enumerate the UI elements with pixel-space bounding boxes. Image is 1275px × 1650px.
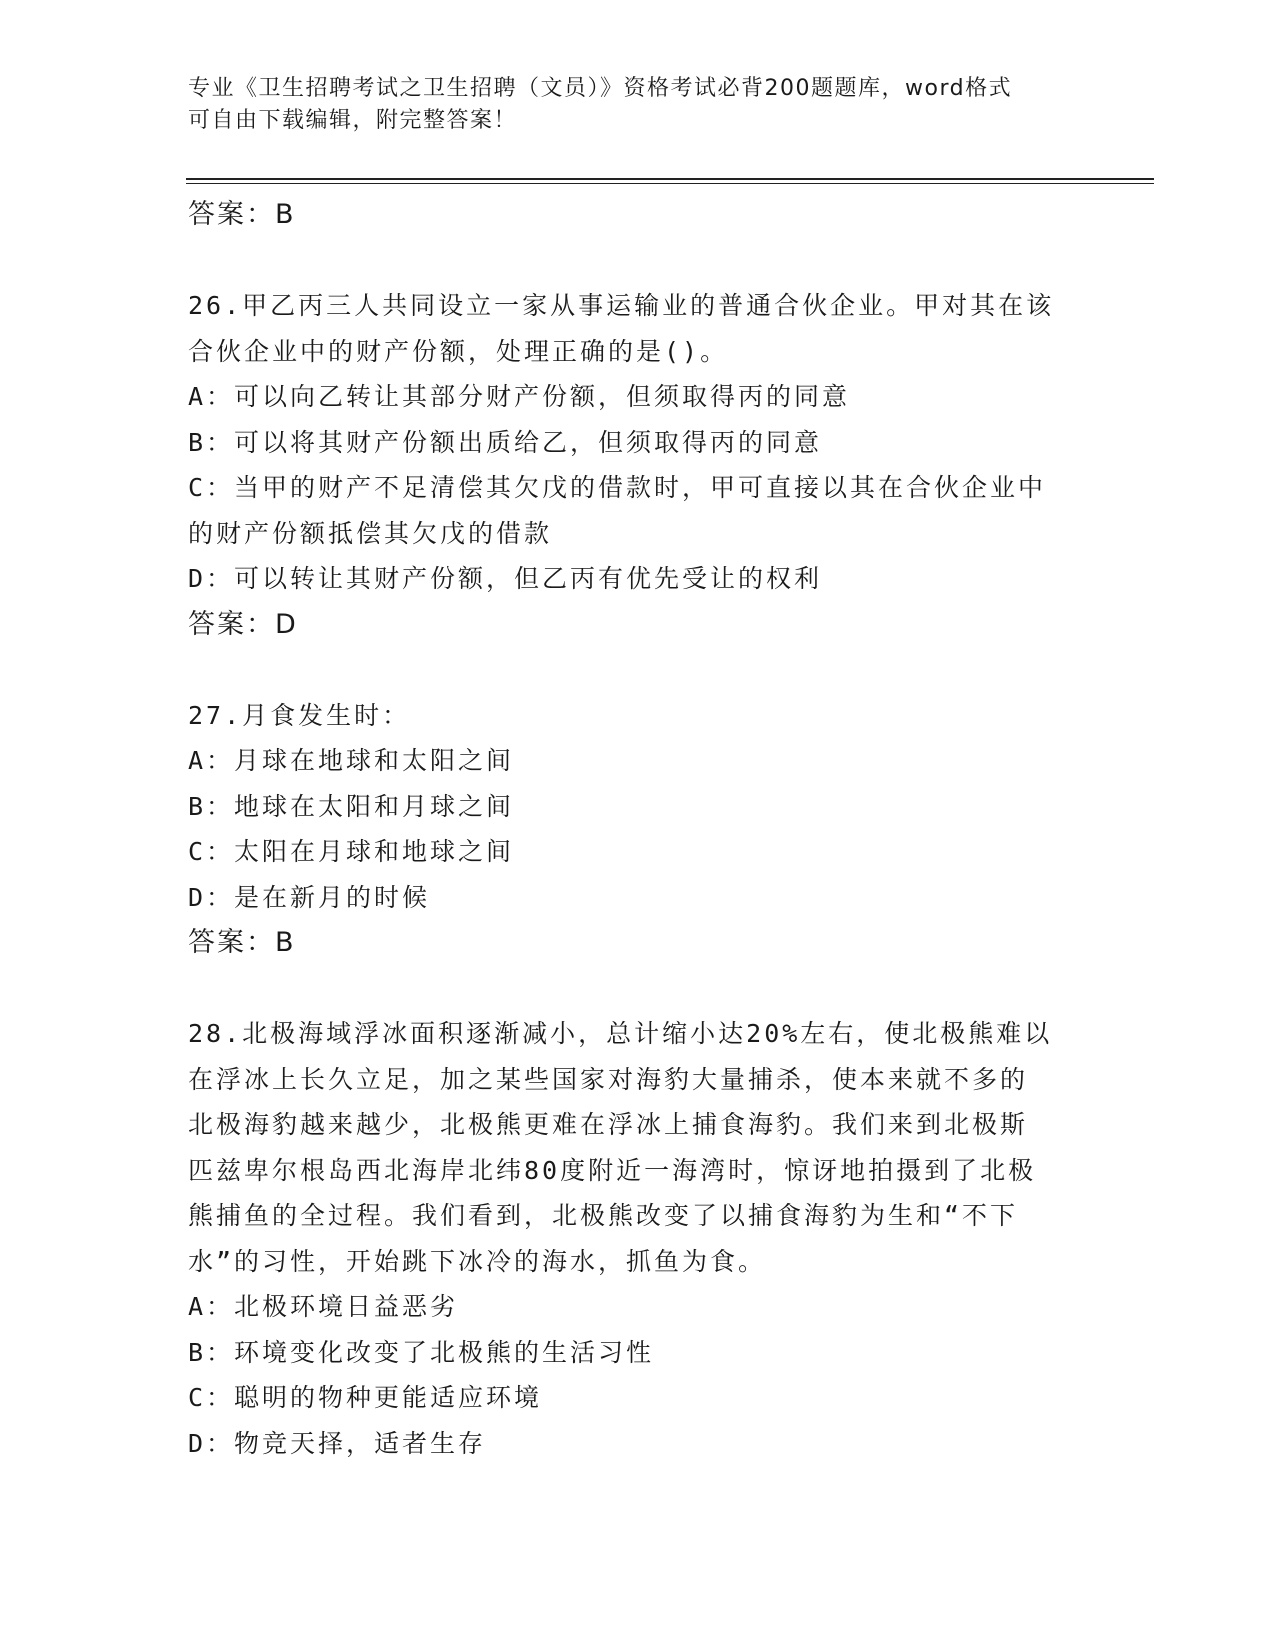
page-header: [188, 73, 1068, 137]
question-27-option-d: D：是在新月的时候: [188, 882, 431, 912]
question-26-option-c-line-1: C：当甲的财产不足清偿其欠戊的借款时，甲可直接以其在合伙企业中: [188, 473, 1047, 502]
question-28: [188, 1011, 1088, 1466]
question-28-stem-line-4: 匹兹卑尔根岛西北海岸北纬80度附近一海湾时，惊讶地拍摄到了北极: [188, 1155, 1037, 1185]
header-title-line-2: 可自由下载编辑，附完整答案！: [188, 108, 518, 133]
question-28-option-d: D：物竞天择，适者生存: [188, 1428, 487, 1458]
question-27-option-b: B：地球在太阳和月球之间: [188, 791, 515, 821]
spacer: [188, 647, 1088, 693]
previous-answer: 答案：B: [188, 199, 296, 230]
question-26-option-b: B：可以将其财产份额出质给乙，但须取得丙的同意: [188, 427, 823, 457]
question-28-stem-line-6: 水”的习性，开始跳下冰冷的海水，抓鱼为食。: [188, 1246, 767, 1276]
question-26-option-d: D：可以转让其财产份额，但乙丙有优先受让的权利: [188, 564, 823, 593]
question-26-option-c-line-2: 的财产份额抵偿其欠戊的借款: [188, 518, 553, 548]
question-26-stem-line-1: 26.甲乙丙三人共同设立一家从事运输业的普通合伙企业。甲对其在该: [188, 291, 1055, 320]
question-28-option-c: C：聪明的物种更能适应环境: [188, 1383, 543, 1412]
header-divider-thin: [186, 183, 1154, 184]
spacer: [188, 238, 1088, 284]
question-26-stem-line-2: 合伙企业中的财产份额，处理正确的是()。: [188, 336, 729, 366]
question-27-option-c: C：太阳在月球和地球之间: [188, 837, 515, 866]
question-28-stem-line-3: 北极海豹越来越少，北极熊更难在浮冰上捕食海豹。我们来到北极斯: [188, 1110, 1029, 1139]
question-26-option-a: A：可以向乙转让其部分财产份额，但须取得丙的同意: [188, 382, 851, 411]
question-27-option-a: A：月球在地球和太阳之间: [188, 746, 515, 775]
question-27-answer: 答案：B: [188, 927, 296, 958]
question-28-option-a: A：北极环境日益恶劣: [188, 1292, 459, 1321]
spacer: [188, 966, 1088, 1012]
question-27: [188, 693, 1088, 966]
question-28-option-b: B：环境变化改变了北极熊的生活习性: [188, 1337, 655, 1367]
question-28-stem-line-5: 熊捕鱼的全过程。我们看到，北极熊改变了以捕食海豹为生和“不下: [188, 1201, 1019, 1230]
header-title-line-1: 专业《卫生招聘考试之卫生招聘（文员）》资格考试必背200题题库，word格式: [188, 76, 1013, 101]
question-28-stem-line-1: 28.北极海域浮冰面积逐渐减小，总计缩小达20%左右，使北极熊难以: [188, 1019, 1053, 1048]
header-divider-thick: [186, 178, 1154, 180]
question-26: [188, 283, 1088, 647]
question-content: [188, 192, 1088, 1466]
question-26-answer: 答案：D: [188, 608, 298, 640]
question-27-stem: 27.月食发生时：: [188, 700, 411, 730]
question-28-stem-line-2: 在浮冰上长久立足，加之某些国家对海豹大量捕杀，使本来就不多的: [188, 1064, 1029, 1094]
